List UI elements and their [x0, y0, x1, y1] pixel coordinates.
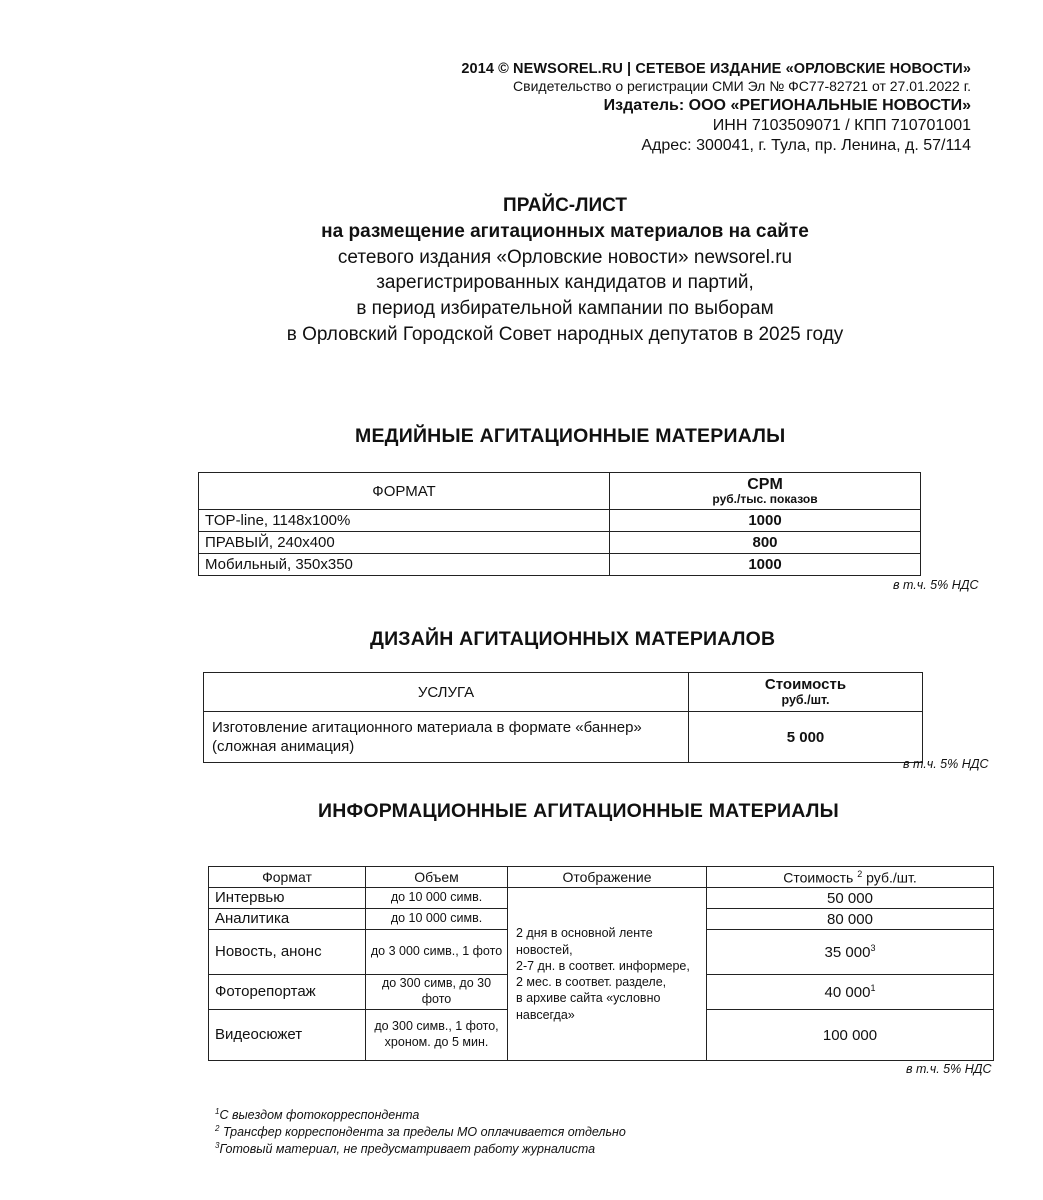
table-header-row: [199, 473, 921, 510]
info-heading: ИНФОРМАЦИОННЫЕ АГИТАЦИОННЫЕ МАТЕРИАЛЫ: [318, 800, 839, 822]
vat-note: в т.ч. 5% НДС: [893, 578, 979, 592]
cost-label: Стоимость: [764, 676, 847, 694]
table-row: [199, 554, 921, 576]
footnotes: [215, 1107, 626, 1158]
title-line-2: на размещение агитационных материалов на сайте: [321, 220, 809, 242]
vat-note: в т.ч. 5% НДС: [903, 757, 989, 771]
table-row: [199, 532, 921, 554]
table-header-row: [204, 673, 923, 712]
cost-value: 40 000: [824, 984, 871, 1001]
footnote-mark: 2: [215, 1124, 220, 1134]
cost-label: Стоимость: [783, 869, 854, 886]
footnote-text: Готовый материал, не предусматривает работу журналиста: [219, 1142, 596, 1157]
footnote-mark: 3: [215, 1141, 220, 1151]
row-format: Аналитика: [209, 909, 366, 930]
col-display: Отображение: [508, 867, 707, 888]
cost-value: 100 000: [822, 1026, 878, 1044]
inn-kpp-line: ИНН 7103509071 / КПП 710701001: [712, 116, 971, 134]
row-format: Видеосюжет: [209, 1010, 366, 1061]
footnote-text: С выездом фотокорреспондента: [219, 1108, 420, 1123]
address-line: Адрес: 300041, г. Тула, пр. Ленина, д. 57/114: [641, 136, 971, 154]
row-cost: [707, 975, 994, 1010]
row-value: 1000: [610, 510, 921, 532]
registration-line: Свидетельство о регистрации СМИ Эл № ФС77-82721 от 27.01.2022 г.: [513, 78, 971, 95]
site-line: 2014 © NEWSOREL.RU | СЕТЕВОЕ ИЗДАНИЕ «ОРЛОВСКИЕ НОВОСТИ»: [461, 61, 971, 77]
publisher-line: Издатель: ООО «РЕГИОНАЛЬНЫЕ НОВОСТИ»: [603, 96, 971, 114]
title-line-3: сетевого издания «Орловские новости» newsorel.ru: [337, 246, 793, 268]
row-cost: [707, 930, 994, 975]
row-cost: [707, 1010, 994, 1061]
row-format: Фоторепортаж: [209, 975, 366, 1010]
row-name: TOP-line, 1148x100%: [199, 510, 610, 532]
title-line-4: зарегистрированных кандидатов и партий,: [376, 272, 754, 294]
title-line-1: ПРАЙС-ЛИСТ: [503, 195, 627, 216]
row-format: Интервью: [209, 888, 366, 909]
cost-footnote-mark: 1: [870, 983, 876, 993]
col-cost: [689, 673, 923, 712]
display-text: 2 дня в основной ленте новостей, 2-7 дн. в соответ. информере, 2 мес. в соответ. разделе, в архиве сайта «условно навсегда»: [516, 926, 690, 1022]
row-value: 5 000: [689, 712, 923, 763]
col-service: УСЛУГА: [204, 673, 689, 712]
footnote: [215, 1124, 626, 1141]
row-name: ПРАВЫЙ, 240x400: [199, 532, 610, 554]
cpm-unit: руб./тыс. показов: [712, 492, 818, 507]
row-cost: [707, 909, 994, 930]
design-table: [203, 672, 923, 763]
row-volume: до 3 000 симв., 1 фото: [366, 930, 508, 975]
cost-unit: руб./шт.: [866, 869, 917, 886]
table-row: [209, 888, 994, 909]
display-cell: [508, 888, 707, 1061]
row-volume: до 10 000 симв.: [366, 888, 508, 909]
row-name: Изготовление агитационного материала в формате «баннер» (сложная анимация): [204, 712, 689, 763]
media-table: [198, 472, 921, 576]
cost-value: 35 000: [824, 944, 871, 961]
cost-value: 80 000: [827, 910, 873, 928]
cost-footnote-mark: 3: [870, 943, 876, 953]
footnote: [215, 1141, 626, 1158]
title-line-5: в период избирательной кампании по выборам: [356, 298, 774, 320]
col-cost: [707, 867, 994, 888]
media-heading: МЕДИЙНЫЕ АГИТАЦИОННЫЕ МАТЕРИАЛЫ: [355, 425, 786, 447]
row-cost: [707, 888, 994, 909]
document-title: [200, 193, 930, 348]
cpm-label: CPM: [747, 475, 783, 493]
col-volume: Объем: [366, 867, 508, 888]
design-heading: ДИЗАЙН АГИТАЦИОННЫХ МАТЕРИАЛОВ: [370, 628, 776, 650]
row-volume: до 10 000 симв.: [366, 909, 508, 930]
col-format: ФОРМАТ: [199, 473, 610, 510]
cost-value: 50 000: [827, 889, 873, 907]
info-table: [208, 866, 994, 1061]
row-volume: до 300 симв, до 30 фото: [366, 975, 508, 1010]
title-line-6: в Орловский Городской Совет народных депутатов в 2025 году: [286, 324, 844, 346]
table-header-row: [209, 867, 994, 888]
row-value: 1000: [610, 554, 921, 576]
footnote-mark: 1: [215, 1107, 220, 1116]
cost-sup: 2: [857, 868, 863, 879]
row-value: 800: [610, 532, 921, 554]
row-name: Мобильный, 350x350: [199, 554, 610, 576]
publisher-header: [461, 60, 971, 156]
col-cpm: [610, 473, 921, 510]
footnote-text: Трансфер корреспондента за пределы МО оплачивается отдельно: [222, 1125, 626, 1140]
row-volume: до 300 симв., 1 фото, хроном. до 5 мин.: [366, 1010, 508, 1061]
row-format: Новость, анонс: [209, 930, 366, 975]
table-row: [204, 712, 923, 763]
table-row: [199, 510, 921, 532]
col-format: Формат: [209, 867, 366, 888]
footnote: [215, 1107, 626, 1124]
vat-note: в т.ч. 5% НДС: [906, 1062, 992, 1076]
cost-unit: руб./шт.: [781, 693, 830, 708]
